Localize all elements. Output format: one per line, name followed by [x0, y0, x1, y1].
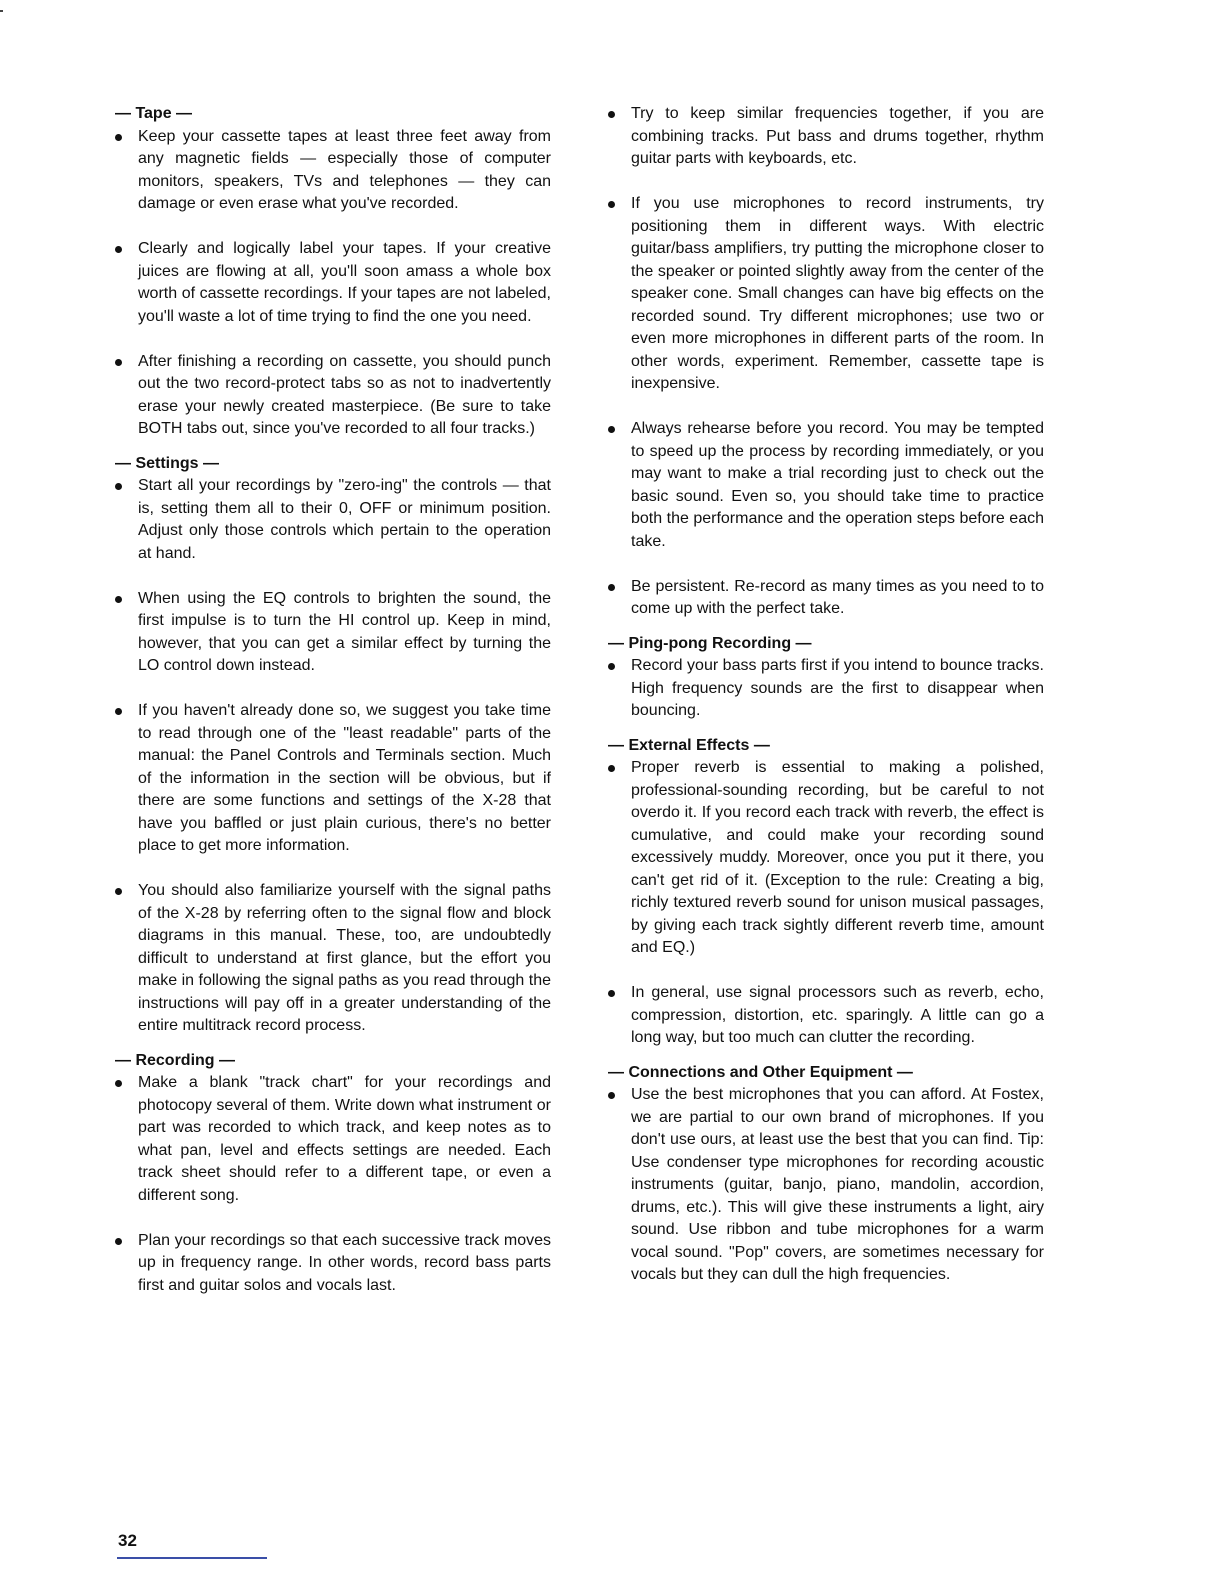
bullet-icon [115, 246, 122, 253]
bullet-icon [608, 990, 615, 997]
bullet-icon [115, 134, 122, 141]
footer-rule [117, 1557, 267, 1559]
list-item: If you use microphones to record instruments, try positioning them in different ways. With electric guitar/bass amplifiers, try putting the microphone closer to the speaker or pointed slightly away from the center of the speaker cone. Small changes can have big effects on the recorded sound. Try different microphones; use two or even more microphones in different parts of the room. In other words, experiment. Remember, cassette tape is inexpensive. [608, 193, 1044, 396]
bullet-icon [115, 483, 122, 490]
bullet-icon [608, 426, 615, 433]
section-heading-settings: — Settings — [115, 454, 220, 472]
list-item: Use the best microphones that you can afford. At Fostex, we are partial to our own brand of microphones. If you don't use ours, at least use the best that you can find. Tip: Use condenser type microphones for recording acoustic instruments (guitar, banjo, piano, mandolin, accordion, drums, etc.). This will give these instruments a light, airy sound. Use ribbon and tube microphones for a warm vocal sound. "Pop" covers, are sometimes necessary for vocals but they can dull the high frequencies. [608, 1084, 1044, 1287]
scan-mark [0, 10, 3, 12]
bullet-icon [115, 1238, 122, 1245]
bullet-icon [608, 663, 615, 670]
list-item: In general, use signal processors such as reverb, echo, compression, distortion, etc. sparingly. A little can go a long way, but too much can clutter the recording. [608, 982, 1044, 1050]
page-number: 32 [118, 1531, 137, 1550]
list-item: Clearly and logically label your tapes. If your creative juices are flowing at all, you'll soon amass a whole box worth of cassette recordings. If your tapes are not labeled, you'll waste a lot of time trying to find the one you need. [115, 238, 551, 328]
list-item: Be persistent. Re-record as many times as you need to to come up with the perfect take. [608, 576, 1044, 621]
bullet-icon [608, 111, 615, 118]
list-item: Make a blank "track chart" for your recordings and photocopy several of them. Write down what instrument or part was recorded to which track, and keep notes as to what pan, level and effects settings are needed. Each track sheet should refer to a different tape, or even a different song. [115, 1072, 551, 1207]
list-item: Proper reverb is essential to making a polished, professional-sounding recording, but be careful to not overdo it. If you record each track with reverb, the effect is cumulative, and could make your recording sound excessively muddy. Moreover, once you put it there, you can't get rid of it. (Exception to the rule: Creating a big, richly textured reverb sound for unison musical passages, by giving each track sightly different reverb time, amount and EQ.) [608, 757, 1044, 960]
section-heading-recording: — Recording — [115, 1051, 236, 1069]
list-item: Try to keep similar frequencies together, if you are combining tracks. Put bass and drums together, rhythm guitar parts with keyboards, etc. [608, 103, 1044, 171]
section-heading-connections: — Connections and Other Equipment — [608, 1063, 913, 1081]
list-item: Keep your cassette tapes at least three feet away from any magnetic fields — especially those of computer monitors, speakers, TVs and telephones — they can damage or even erase what you've recorded. [115, 126, 551, 216]
left-column [115, 103, 551, 1297]
bullet-icon [608, 765, 615, 772]
list-item: Start all your recordings by "zero-ing" the controls — that is, setting them all to their 0, OFF or minimum position. Adjust only those controls which pertain to the operation at hand. [115, 475, 551, 565]
list-item: Always rehearse before you record. You may be tempted to speed up the process by recording immediately, or you may want to make a trial recording just to check out the basic sound. Even so, you should take time to practice both the performance and the operation steps before each take. [608, 418, 1044, 553]
list-item: When using the EQ controls to brighten the sound, the first impulse is to turn the HI control up. Keep in mind, however, that you can get a similar effect by turning the LO control down instead. [115, 588, 551, 678]
bullet-icon [115, 359, 122, 366]
list-item: You should also familiarize yourself with the signal paths of the X-28 by referring often to the signal flow and block diagrams in this manual. These, too, are undoubtedly difficult to understand at first glance, but the effort you make in following the signal paths as you read through the instructions will pay off in a greater understanding of the entire multitrack record process. [115, 880, 551, 1038]
list-item: Record your bass parts first if you intend to bounce tracks. High frequency sounds are the first to disappear when bouncing. [608, 655, 1044, 723]
bullet-icon [115, 596, 122, 603]
list-item: If you haven't already done so, we suggest you take time to read through one of the "least readable" parts of the manual: the Panel Controls and Terminals section. Much of the information in the section will be obvious, but if there are some functions and settings of the X-28 that have you baffled or just plain curious, there's no better place to get more information. [115, 700, 551, 858]
right-column [608, 103, 1044, 1287]
bullet-icon [608, 201, 615, 208]
bullet-icon [115, 708, 122, 715]
bullet-icon [115, 888, 122, 895]
list-item: Plan your recordings so that each successive track moves up in frequency range. In other words, record bass parts first and guitar solos and vocals last. [115, 1230, 551, 1298]
bullet-icon [608, 584, 615, 591]
section-heading-pingpong: — Ping-pong Recording — [608, 634, 812, 652]
bullet-icon [608, 1092, 615, 1099]
section-heading-tape: — Tape — [115, 105, 193, 122]
bullet-icon [115, 1080, 122, 1087]
section-heading-effects: — External Effects — [608, 736, 770, 754]
list-item: After finishing a recording on cassette, you should punch out the two record-protect tabs so as not to inadvertently erase your newly created masterpiece. (Be sure to take BOTH tabs out, since you've recorded to all four tracks.) [115, 351, 551, 441]
